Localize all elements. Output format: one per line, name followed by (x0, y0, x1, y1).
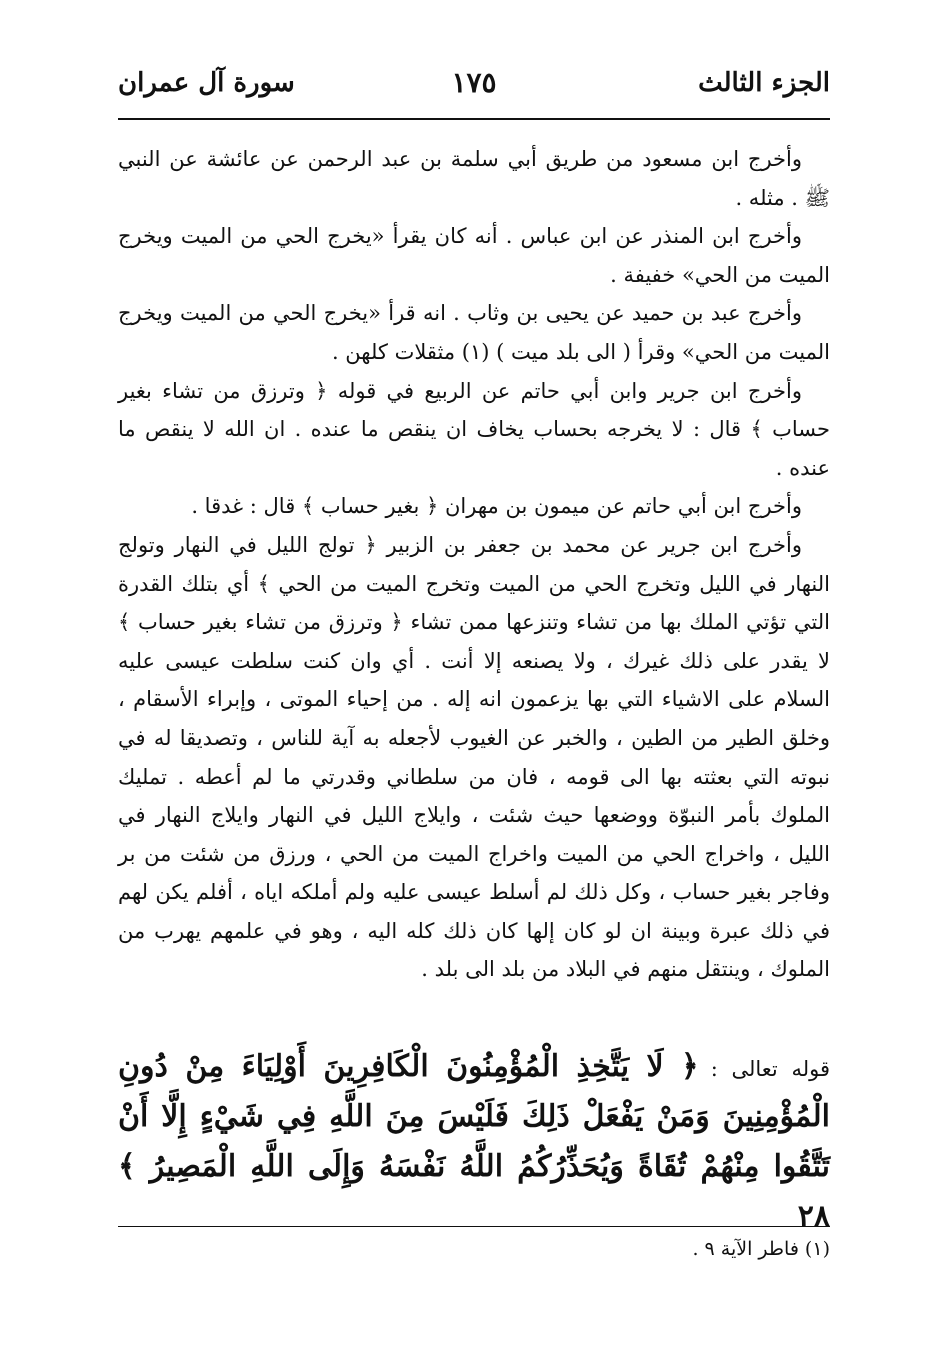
paragraph: وأخرج ابن المنذر عن ابن عباس . أنه كان يقرأ «يخرج الحي من الميت ويخرج الميت من الحي» خفيفة . (118, 224, 830, 287)
paragraph: وأخرج عبد بن حميد عن يحيى بن وثاب . انه قرأ «يخرج الحي من الميت ويخرج الميت من الحي» وقرأ ( الى بلد ميت ) (١) مثقلات كلهن . (118, 301, 830, 364)
header-divider (118, 118, 830, 120)
main-text (118, 140, 830, 989)
verse-intro: قوله تعالى : (710, 1057, 830, 1081)
quran-verse-block (118, 1044, 830, 1244)
page-header (118, 60, 830, 112)
paragraph: وأخرج ابن جرير عن محمد بن جعفر بن الزبير ﴿ تولج الليل في النهار وتولج النهار في الليل وتخرج الحي من الميت وتخرج الميت من الحي ﴾ أي بتلك القدرة التي تؤتي الملك بها من تشاء وتنزعها ممن تشاء ﴿ وترزق من تشاء بغير حساب ﴾ لا يقدر على ذلك غيرك ، ولا يصنعه إلا أنت . أي وان كنت سلطت عيسى عليه السلام على الاشياء التي بها يزعمون انه إله . من إحياء الموتى ، وإبراء الأسقام ، وخلق الطير من الطين ، والخبر عن الغيوب لأجعله به آية للناس ، وتصديقا له في نبوته التي بعثته بها الى قومه ، فان من سلطاني وقدرتي ما لم أعطه . تمليك الملوك بأمر النبوّة ووضعها حيث شئت ، وايلاج الليل في النهار وايلاج النهار في الليل ، واخراج الحي من الميت واخراج الميت من الحي ، ورزق من شئت من بر وفاجر بغير حساب ، وكل ذلك لم أسلط عيسى عليه ولم أملكه اياه ، أفلم يكن لهم في ذلك عبرة وبينة ان لو كان إلها كان ذلك كله اليه ، وهو في علمهم يهرب من الملوك ، وينتقل منهم في البلاد من بلد الى بلد . (118, 532, 830, 982)
quran-verse: ﴿ لَا يَتَّخِذِ الْمُؤْمِنُونَ الْكَافِرِينَ أَوْلِيَاءَ مِنْ دُونِ الْمُؤْمِنِينَ وَمَنْ يَفْعَلْ ذَلِكَ فَلَيْسَ مِنَ اللَّهِ فِي شَيْءٍ إِلَّا أَنْ تَتَّقُوا مِنْهُمْ تُقَاةً وَيُحَذِّرُكُمُ اللَّهُ نَفْسَهُ وَإِلَى اللَّهِ الْمَصِيرُ ﴾ ٢٨ (118, 1049, 830, 1234)
page-number: ١٧٥ (451, 66, 497, 99)
surah-title: سورة آل عمران (118, 68, 295, 98)
footnote: (١) فاطر الآية ٩ . (692, 1238, 830, 1260)
paragraph: وأخرج ابن مسعود من طريق أبي سلمة بن عبد الرحمن عن عائشة عن النبي ﷺ . مثله . (118, 147, 830, 210)
part-label: الجزء الثالث (698, 68, 830, 98)
paragraph: وأخرج ابن أبي حاتم عن ميمون بن مهران ﴿ بغير حساب ﴾ قال : غدقا . (191, 494, 802, 519)
footnote-divider (118, 1226, 830, 1227)
paragraph: وأخرج ابن جرير وابن أبي حاتم عن الربيع في قوله ﴿ وترزق من تشاء بغير حساب ﴾ قال : لا يخرجه بحساب يخاف ان ينقص ما عنده . ان الله لا ينقص ما عنده . (118, 378, 830, 480)
